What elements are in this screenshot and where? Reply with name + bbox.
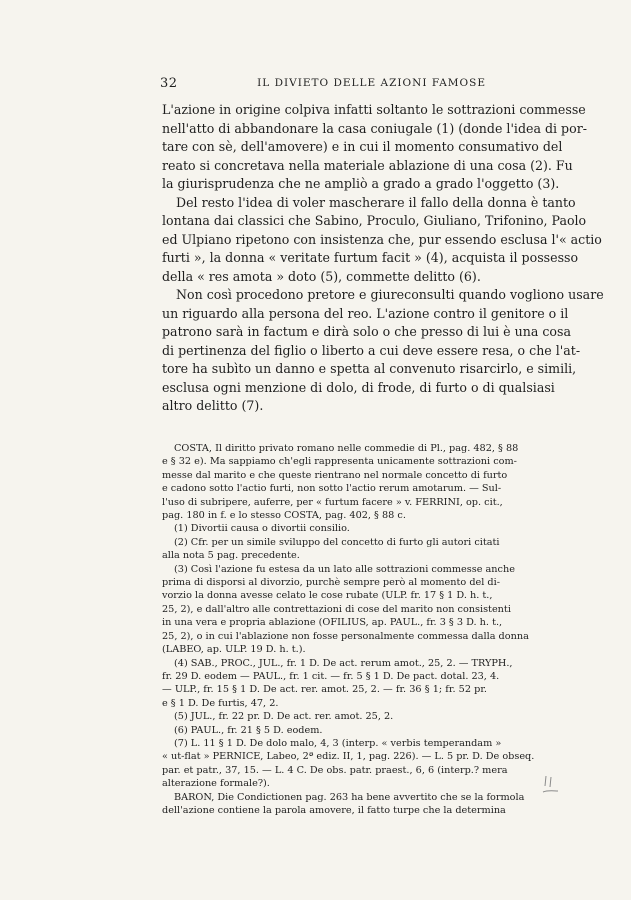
- footnote-line: in una vera e propria ablazione (OFILIUS, ap. PAUL., fr. 3 § 3 D. h. t.,: [162, 617, 503, 629]
- footnote-line: (LABEO, ap. ULP. 19 D. h. t.).: [162, 644, 306, 656]
- pencil-mark-icon: [540, 774, 562, 798]
- footnote-line: messe dal marito e che queste rientrano nel normale concetto di furto: [162, 469, 508, 481]
- footnote-line: (1) Divortii causa o divortii consilio.: [174, 523, 350, 535]
- footnote-line: « ut-flat » PERNICE, Labeo, 2ª ediz. II, 1, pag. 226). — L. 5 pr. D. De obseq.: [162, 751, 535, 763]
- footnote-line: (7) L. 11 § 1 D. De dolo malo, 4, 3 (interp. « verbis temperandam »: [174, 737, 502, 749]
- footnote-line: e § 1 D. De furtis, 47, 2.: [162, 697, 279, 709]
- footnote-line: — ULP., fr. 15 § 1 D. De act. rer. amot. 25, 2. — fr. 36 § 1; fr. 52 pr.: [162, 684, 487, 696]
- body-line: ed Ulpiano ripetono con insistenza che, pur essendo esclusa l'« actio: [162, 231, 602, 247]
- page-number: 32: [160, 76, 178, 91]
- footnote-line: BARON, Die Condictionen pag. 263 ha bene avvertito che se la formola: [174, 791, 525, 803]
- main-text: [162, 101, 604, 416]
- body-line: nell'atto di abbandonare la casa coniugale (1) (donde l'idea di por-: [162, 120, 587, 136]
- body-line: tore ha subìto un danno e spetta al convenuto risarcirlo, e simili,: [162, 361, 577, 376]
- footnote-line: pag. 180 in f. e lo stesso COSTA, pag. 402, § 88 c.: [162, 510, 406, 522]
- footnote-line: e cadono sotto l'actio furti, non sotto l'actio rerum amotarum. — Sul-: [162, 483, 502, 495]
- footnote-line: COSTA, Il diritto privato romano nelle commedie di Pl., pag. 482, § 88: [174, 443, 519, 454]
- body-line: L'azione in origine colpiva infatti soltanto le sottrazioni commesse: [162, 102, 586, 117]
- footnotes: [162, 442, 535, 817]
- footnote-line: (4) SAB., PROC., JUL., fr. 1 D. De act. rerum amot., 25, 2. — TRYPH.,: [174, 657, 513, 669]
- footnote-line: (2) Cfr. per un simile sviluppo del concetto di furto gli autori citati: [174, 536, 500, 548]
- footnote-line: alla nota 5 pag. precedente.: [162, 550, 300, 562]
- footnote-line: prima di disporsi al divorzio, purchè sempre però al momento del di-: [162, 577, 500, 589]
- body-line: della « res amota » doto (5), commette delitto (6).: [162, 268, 481, 284]
- running-title: IL DIVIETO DELLE AZIONI FAMOSE: [257, 77, 486, 89]
- body-line: furti », la donna « veritate furtum facit » (4), acquista il possesso: [162, 250, 579, 265]
- body-line: esclusa ogni menzione di dolo, di frode, di furto o di qualsiasi: [162, 379, 555, 395]
- footnote-line: alterazione formale?).: [162, 778, 270, 790]
- body-line: reato si concretava nella materiale ablazione di una cosa (2). Fu: [162, 157, 573, 173]
- footnote-line: fr. 29 D. eodem — PAUL., fr. 1 cit. — fr. 5 § 1 D. De pact. dotal. 23, 4.: [162, 670, 500, 682]
- body-line: un riguardo alla persona del reo. L'azione contro il genitore o il: [162, 305, 569, 321]
- page-header: [160, 76, 486, 94]
- body-line: tare con sè, dell'amovere) e in cui il momento consumativo del: [162, 139, 563, 154]
- body-line: patrono sarà in factum e dirà solo o che presso di lui è una cosa: [162, 324, 571, 339]
- footnote-line: l'uso di subripere, auferre, per « furtum facere » v. FERRINI, op. cit.,: [162, 496, 503, 508]
- footnote-line: (3) Così l'azione fu estesa da un lato alle sottrazioni commesse anche: [174, 563, 515, 575]
- body-line: la giurisprudenza che ne ampliò a grado a grado l'oggetto (3).: [162, 176, 560, 191]
- body-line: lontana dai classici che Sabino, Proculo, Giuliano, Trifonino, Paolo: [162, 213, 587, 228]
- footnote-line: 25, 2), e dall'altro alle contrettazioni di cose del marito non consistenti: [162, 603, 511, 615]
- footnote-line: dell'azione contiene la parola amovere, il fatto turpe che la determina: [162, 804, 506, 816]
- footnote-line: par. et patr., 37, 15. — L. 4 C. De obs. patr. praest., 6, 6 (interp.? mera: [162, 764, 508, 776]
- body-line: Del resto l'idea di voler mascherare il fallo della donna è tanto: [176, 194, 576, 210]
- footnote-line: (6) PAUL., fr. 21 § 5 D. eodem.: [174, 724, 323, 736]
- footnote-line: 25, 2), o in cui l'ablazione non fosse personalmente commessa dalla donna: [162, 630, 529, 642]
- body-line: Non così procedono pretore e giureconsulti quando vogliono usare: [176, 287, 604, 302]
- body-line: altro delitto (7).: [162, 398, 264, 413]
- footnote-line: vorzio la donna avesse celato le cose rubate (ULP. fr. 17 § 1 D. h. t.,: [162, 590, 493, 602]
- footnote-line: e § 32 e). Ma sappiamo ch'egli rappresenta unicamente sottrazioni com-: [162, 456, 517, 468]
- footnote-line: (5) JUL., fr. 22 pr. D. De act. rer. amot. 25, 2.: [174, 711, 394, 723]
- body-line: di pertinenza del figlio o liberto a cui deve essere resa, o che l'at-: [162, 342, 581, 358]
